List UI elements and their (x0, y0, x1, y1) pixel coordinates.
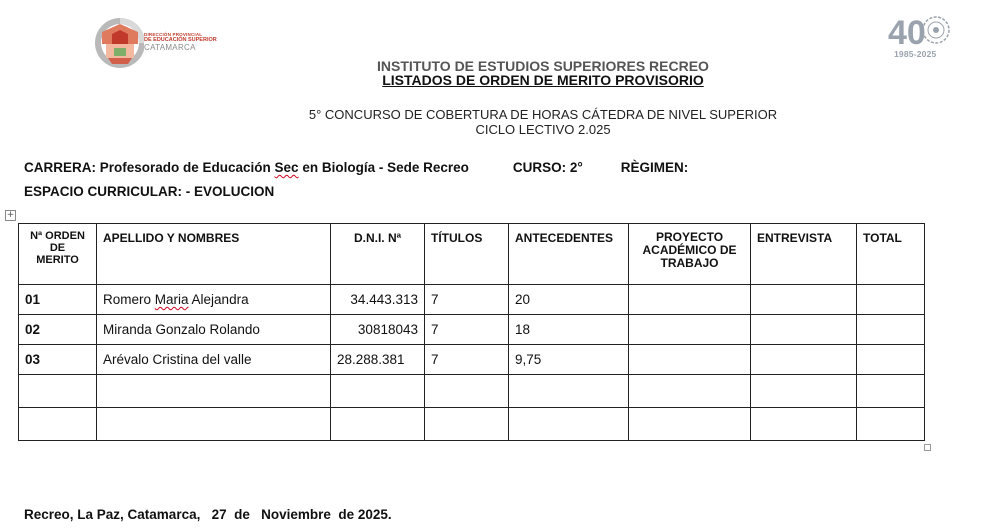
table-row (19, 285, 925, 315)
cell-empty (751, 408, 857, 441)
cell-entrevista (751, 285, 857, 315)
cell-empty (331, 408, 425, 441)
regimen-label: RÈGIMEN: (620, 160, 689, 175)
anniversary-40-logo (886, 12, 960, 62)
anniversary-years: 1985-2025 (894, 49, 937, 59)
cell-antecedentes: 9,75 (509, 345, 629, 375)
cell-nombre: Miranda Gonzalo Rolando (97, 315, 331, 345)
cell-total (857, 345, 925, 375)
table-row-empty (19, 408, 925, 441)
table-row (19, 345, 925, 375)
header-total: TOTAL (857, 224, 925, 285)
logo-caption-line2: DE EDUCACIÓN SUPERIOR (144, 37, 217, 43)
carrera-prefix: CARRERA: Profesorado de Educación (24, 160, 275, 175)
cell-empty (425, 408, 509, 441)
cell-nombre-misspelled: Maria (154, 292, 189, 307)
table-resize-handle[interactable] (924, 444, 931, 451)
institution-name: INSTITUTO DE ESTUDIOS SUPERIORES RECREO (377, 58, 709, 74)
cell-entrevista (751, 345, 857, 375)
cell-titulos: 7 (425, 285, 509, 315)
cell-empty (857, 408, 925, 441)
cell-empty (751, 375, 857, 408)
header-dni: D.N.I. Nª (331, 224, 425, 285)
cell-empty (857, 375, 925, 408)
cell-nombre: Arévalo Cristina del valle (97, 345, 331, 375)
table-row (19, 315, 925, 345)
cell-empty (331, 375, 425, 408)
cell-nombre-part: Alejandra (188, 292, 249, 307)
header-entrevista: ENTREVISTA (751, 224, 857, 285)
cell-nombre (97, 285, 331, 315)
cycle-title: CICLO LECTIVO 2.025 (475, 122, 611, 137)
cell-dni: 34.443.313 (331, 285, 425, 315)
table-header-row (19, 224, 925, 285)
cell-empty (97, 375, 331, 408)
cell-empty (425, 375, 509, 408)
cell-proyecto (629, 285, 751, 315)
header-titulos: TÍTULOS (425, 224, 509, 285)
cell-empty (509, 408, 629, 441)
carrera-line (24, 160, 688, 175)
cell-antecedentes: 20 (509, 285, 629, 315)
logo-caption-line3: CATAMARCA (144, 43, 196, 52)
cell-empty (629, 375, 751, 408)
cell-proyecto (629, 315, 751, 345)
cell-empty (509, 375, 629, 408)
logo-caption-line1: DIRECCIÓN PROVINCIAL (144, 32, 203, 37)
cell-total (857, 285, 925, 315)
cell-empty (97, 408, 331, 441)
cell-proyecto (629, 345, 751, 375)
cell-dni: 30818043 (331, 315, 425, 345)
header-antecedentes: ANTECEDENTES (509, 224, 629, 285)
cell-titulos: 7 (425, 345, 509, 375)
curso-label: CURSO: 2° (512, 160, 583, 175)
cell-orden: 02 (19, 315, 97, 345)
merit-order-table (18, 223, 925, 441)
carrera-suffix: en Biología - Sede Recreo (298, 160, 469, 175)
cell-nombre-part: Romero (103, 292, 155, 307)
cell-empty (629, 408, 751, 441)
cell-antecedentes: 18 (509, 315, 629, 345)
espacio-curricular-line: ESPACIO CURRICULAR: - EVOLUCION (24, 184, 275, 199)
header-proyecto: PROYECTO ACADÉMICO DE TRABAJO (629, 224, 751, 285)
header-nombres: APELLIDO Y NOMBRES (97, 224, 331, 285)
cell-titulos: 7 (425, 315, 509, 345)
anniversary-seal-icon (886, 12, 960, 50)
cell-empty (19, 408, 97, 441)
cell-total (857, 315, 925, 345)
list-title: LISTADOS DE ORDEN DE MERITO PROVISORIO (382, 72, 704, 88)
carrera-sec-word: Sec (274, 160, 299, 175)
footer-date-line: Recreo, La Paz, Catamarca, 27 de Noviembre de 2025. (24, 507, 392, 522)
cell-empty (19, 375, 97, 408)
anniversary-number: 40 (888, 14, 926, 50)
table-move-handle-icon[interactable]: + (6, 210, 15, 220)
table-row-empty (19, 375, 925, 408)
cell-orden: 03 (19, 345, 97, 375)
cell-dni: 28.288.381 (331, 345, 425, 375)
header-orden: Nª ORDEN DE MERITO (19, 224, 97, 285)
cell-orden: 01 (19, 285, 97, 315)
cell-entrevista (751, 315, 857, 345)
contest-title: 5° CONCURSO DE COBERTURA DE HORAS CÁTEDRA DE NIVEL SUPERIOR (308, 107, 778, 122)
